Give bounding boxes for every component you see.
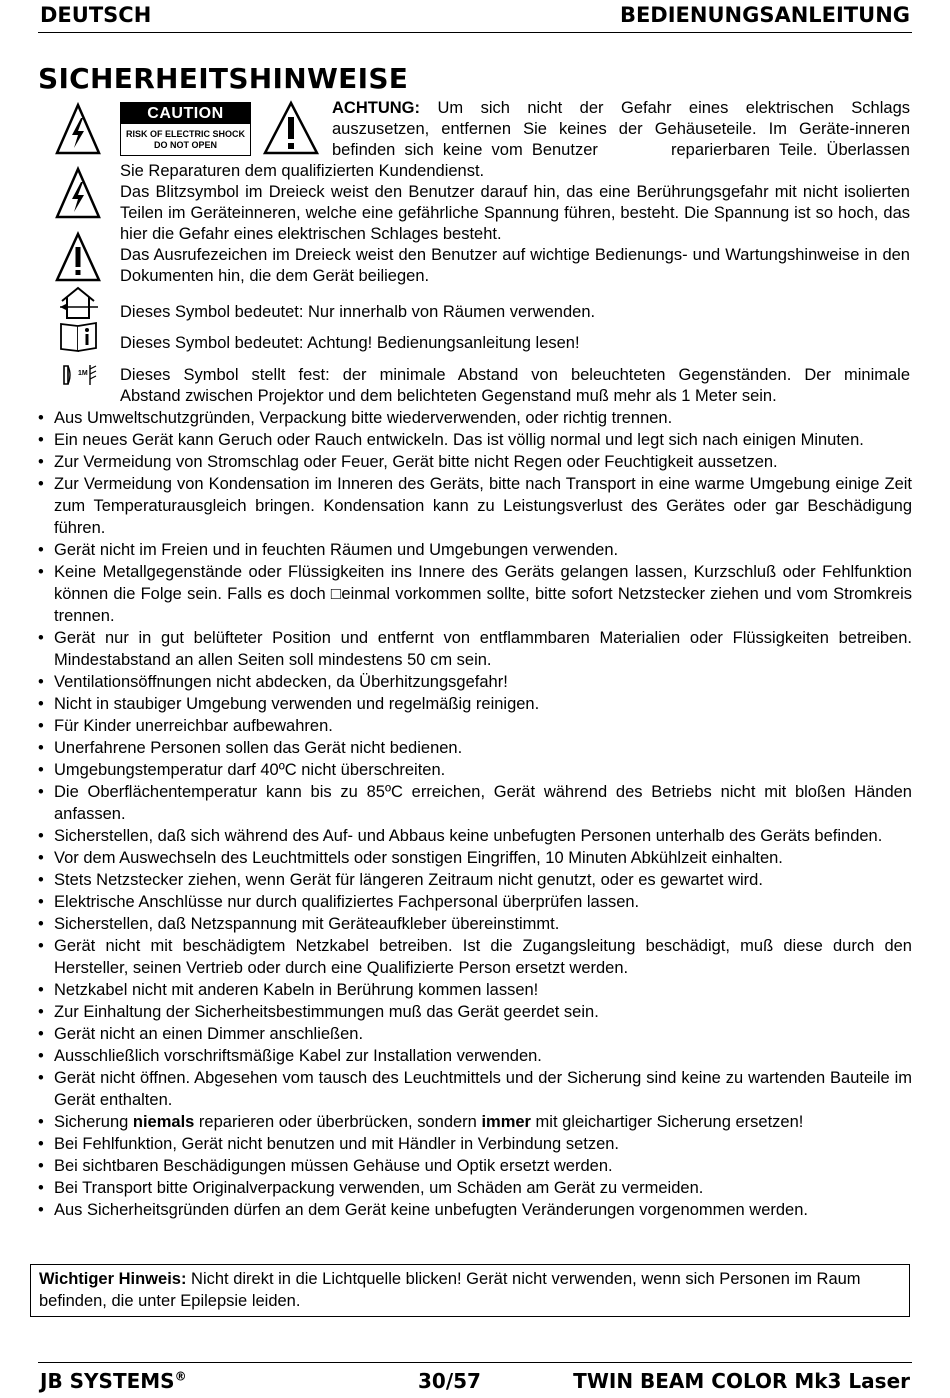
indoor-use-text: Dieses Symbol bedeutet: Nur innerhalb von Räumen verwenden.: [120, 303, 596, 321]
list-item: • Gerät nicht öffnen. Abgesehen vom tausch des Leuchtmittels und der Sicherung sind keine zu wartenden Bauteile im Gerät enthalten.: [38, 1067, 912, 1111]
warning-line-4: Sie Reparaturen dem qualifizierten Kundendienst.: [120, 162, 485, 180]
caution-line-2: DO NOT OPEN: [153, 140, 217, 150]
list-item-fuse: [38, 1111, 912, 1133]
distance-text-line-1: Dieses Symbol stellt fest: der minimale Abstand von beleuchteten Gegenständen. Der minimale: [120, 366, 910, 384]
list-item: • Ein neues Gerät kann Geruch oder Rauch entwickeln. Das ist völlig normal und legt sich nach einigen Minuten.: [38, 429, 912, 451]
list-item: • Aus Umweltschutzgründen, Verpackung bitte wiederverwenden, oder richtig trennen.: [38, 407, 912, 429]
list-item: • Ventilationsöffnungen nicht abdecken, da Überhitzungsgefahr!: [38, 671, 912, 693]
list-item: • Stets Netzstecker ziehen, wenn Gerät für längeren Zeitraum nicht genutzt, oder es gewartet wird.: [38, 869, 912, 891]
fuse-text-e: mit gleichartiger Sicherung ersetzen!: [530, 1113, 804, 1131]
fuse-text-c: reparieren oder überbrücken, sondern: [194, 1113, 482, 1131]
list-item: • Nicht in staubiger Umgebung verwenden und regelmäßig reinigen.: [38, 693, 912, 715]
distance-icon-label: 1M: [78, 370, 88, 377]
read-manual-icon: [58, 320, 100, 354]
warning-line-1: [332, 98, 910, 119]
warning-line-3: befinden sich keine vom Benutzer reparierbaren Teile. Überlassen: [332, 141, 910, 159]
lightning-symbol-text: Das Blitzsymbol im Dreieck weist den Benutzer darauf hin, das eine Berührungsgefahr mit nicht isolierten Teilen im Geräteinneren, welche eine gefährliche Spannung führen, besteht. Die Spannung ist so hoch, das hier die Gefahr eines elektrischen Schlages besteht.: [120, 183, 910, 243]
warning-line-2: auszusetzen, entfernen Sie keines der Gehäuseteile. Im Geräte-inneren: [332, 120, 910, 138]
caution-label: [120, 102, 251, 156]
caution-line-1: RISK OF ELECTRIC SHOCK: [125, 129, 245, 139]
list-item: • Zur Einhaltung der Sicherheitsbestimmungen muß das Gerät geerdet sein.: [38, 1001, 912, 1023]
list-item: • Zur Vermeidung von Kondensation im Inneren des Geräts, bitte nach Transport in eine warme Umgebung einige Zeit zum Temperaturausgleich bringen. Kondensation kann zu Leistungsverlust des Gerätes oder gar Beschädigung führen.: [38, 473, 912, 539]
list-item: • Sicherstellen, daß Netzspannung mit Geräteaufkleber übereinstimmt.: [38, 913, 912, 935]
warning-label: ACHTUNG:: [332, 99, 420, 117]
list-item: • Gerät nicht an einen Dimmer anschließen.: [38, 1023, 912, 1045]
footer-brand-name: JB SYSTEMS: [40, 1369, 175, 1393]
list-item: • Bei Transport bitte Originalverpackung verwenden, um Schäden am Gerät zu vermeiden.: [38, 1177, 912, 1199]
safety-bullet-list: [38, 407, 912, 1221]
list-item: • Unerfahrene Personen sollen das Gerät nicht bedienen.: [38, 737, 912, 759]
list-item: • Die Oberflächentemperatur kann bis zu 85ºC erreichen, Gerät während des Betriebs nicht mit bloßen Händen anfassen.: [38, 781, 912, 825]
important-note-text: Nicht direkt in die Lichtquelle blicken! Gerät nicht verwenden, wenn sich Personen im Raum befinden, die unter Epilepsie leiden.: [39, 1270, 861, 1310]
footer-product-name: TWIN BEAM COLOR Mk3 Laser: [573, 1369, 910, 1393]
minimum-distance-icon: [58, 362, 102, 388]
list-item: • Gerät nur in gut belüfteter Position und entfernt von entflammbaren Materialien oder Flüssigkeiten betreiben. Mindestabstand an allen Seiten soll mindestens 50 cm sein.: [38, 627, 912, 671]
list-item: • Sicherstellen, daß sich während des Auf- und Abbaus keine unbefugten Personen unterhalb des Geräts befinden.: [38, 825, 912, 847]
page-footer: [38, 1362, 912, 1398]
lightning-symbol-icon: [55, 166, 101, 220]
list-item: • Keine Metallgegenstände oder Flüssigkeiten ins Innere des Geräts gelangen lassen, Kurzschluß oder Fehlfunktion können die Folge sein. Falls es doch □einmal vorkommen sollte, bitte sofort Netzstecker ziehen und vom Stromkreis trennen.: [38, 561, 912, 627]
exclamation-warning-icon: [262, 100, 320, 156]
fuse-text-never: niemals: [132, 1113, 195, 1131]
fuse-text-always: immer: [481, 1113, 531, 1131]
list-item: • Elektrische Anschlüsse nur durch qualifiziertes Fachpersonal überprüfen lassen.: [38, 891, 912, 913]
warning-line-1-text: Um sich nicht der Gefahr eines elektrischen Schlags: [420, 99, 910, 117]
page-header: [38, 2, 912, 33]
list-item: • Netzkabel nicht mit anderen Kabeln in Berührung kommen lassen!: [38, 979, 912, 1001]
list-item: • Ausschließlich vorschriftsmäßige Kabel zur Installation verwenden.: [38, 1045, 912, 1067]
footer-brand: [40, 1369, 187, 1393]
header-doc-type: BEDIENUNGSANLEITUNG: [619, 3, 910, 27]
list-item: • Bei sichtbaren Beschädigungen müssen Gehäuse und Optik ersetzt werden.: [38, 1155, 912, 1177]
lightning-warning-icon: [55, 102, 101, 156]
exclamation-symbol-text: Das Ausrufezeichen im Dreieck weist den Benutzer auf wichtige Bedienungs- und Wartungshinweise in den Dokumenten hin, die dem Gerät beiliegen.: [120, 246, 910, 285]
list-item: • Gerät nicht mit beschädigtem Netzkabel betreiben. Ist die Zugangsleitung beschädigt, muß diese durch den Hersteller, seinen Vertrieb oder durch eine Qualifizierte Person ersetzt werden.: [38, 935, 912, 979]
footer-page-number: 30/57: [418, 1369, 481, 1393]
list-item: • Für Kinder unerreichbar aufbewahren.: [38, 715, 912, 737]
footer-registered-mark: ®: [174, 1369, 187, 1384]
fuse-text-a: Sicherung: [54, 1113, 133, 1131]
list-item: • Umgebungstemperatur darf 40ºC nicht überschreiten.: [38, 759, 912, 781]
list-item: • Vor dem Auswechseln des Leuchtmittels oder sonstigen Eingriffen, 10 Minuten Abkühlzeit einhalten.: [38, 847, 912, 869]
list-item: • Gerät nicht im Freien und in feuchten Räumen und Umgebungen verwenden.: [38, 539, 912, 561]
indoor-use-icon: [58, 285, 100, 321]
list-item: • Aus Sicherheitsgründen dürfen an dem Gerät keine unbefugten Veränderungen vorgenommen werden.: [38, 1199, 912, 1221]
list-item: • Bei Fehlfunktion, Gerät nicht benutzen und mit Händler in Verbindung setzen.: [38, 1133, 912, 1155]
important-note-box: [30, 1264, 910, 1317]
caution-title: CAUTION: [121, 103, 250, 124]
read-manual-text: Dieses Symbol bedeutet: Achtung! Bedienungsanleitung lesen!: [120, 334, 580, 352]
important-note-label: Wichtiger Hinweis:: [39, 1270, 187, 1288]
page-title: SICHERHEITSHINWEISE: [38, 62, 409, 95]
list-item: • Zur Vermeidung von Stromschlag oder Feuer, Gerät bitte nicht Regen oder Feuchtigkeit aussetzen.: [38, 451, 912, 473]
distance-text-line-2: Abstand zwischen Projektor und dem belichteten Gegenstand muß mehr als 1 Meter sein.: [120, 387, 777, 405]
header-language: DEUTSCH: [40, 3, 152, 27]
exclamation-symbol-icon: [55, 231, 101, 283]
